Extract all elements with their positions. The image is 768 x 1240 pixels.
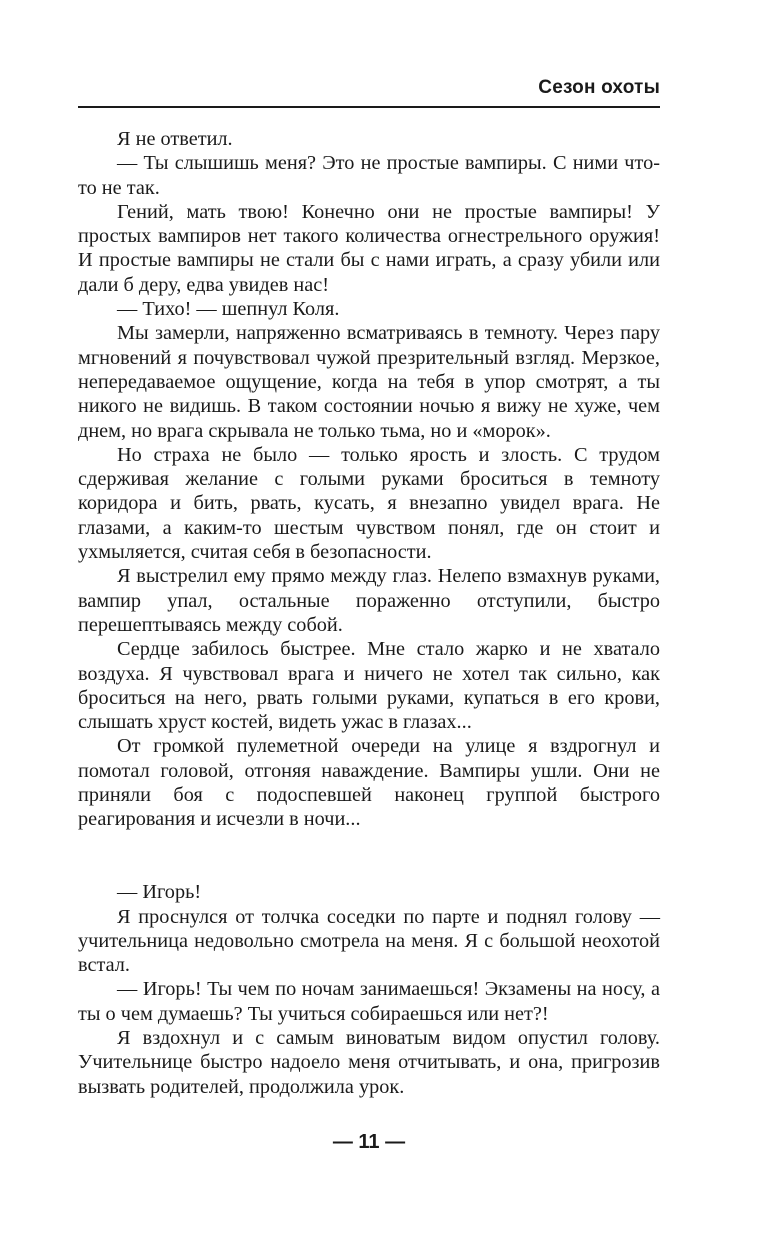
running-title: Сезон охоты	[538, 77, 660, 98]
page-number: — 11 —	[332, 1131, 406, 1153]
paragraph: Сердце забилось быстрее. Мне стало жарко и не хватало воздуха. Я чувствовал врага и ничего не хотел так сильно, как броситься на него, рвать голыми руками, купаться в его крови, слышать хруст костей, видеть ужас в глазах...	[78, 638, 660, 734]
header-rule	[78, 106, 660, 108]
paragraph: — Игорь! Ты чем по ночам занимаешься! Экзамены на носу, а ты о чем думаешь? Ты учиться собираешься или нет?!	[78, 978, 660, 1025]
body-text	[78, 127, 660, 1099]
paragraph: — Ты слышишь меня? Это не простые вампиры. С ними что-то не так.	[78, 152, 660, 199]
paragraph: Мы замерли, напряженно всматриваясь в темноту. Через пару мгновений я почувствовал чужой презрительный взгляд. Мерзкое, непередаваемое ощущение, когда на тебя в упор смотрят, а ты никого не видишь. В таком состоянии ночью я вижу не хуже, чем днем, но врага скрывала не только тьма, но и «морок».	[78, 322, 660, 442]
paragraph: Но страха не было — только ярость и злость. С трудом сдерживая желание с голыми руками броситься в темноту коридора и бить, рвать, кусать, я внезапно увидел врага. Не глазами, а каким-то шестым чувством понял, где он стоит и ухмыляется, считая себя в безопасности.	[78, 443, 660, 564]
paragraph: — Тихо! — шепнул Коля.	[117, 298, 340, 321]
paragraph: — Игорь!	[117, 881, 202, 904]
section-break	[78, 832, 660, 881]
paragraph: От громкой пулеметной очереди на улице я вздрогнул и помотал головой, отгоняя наваждение. Вампиры ушли. Они не приняли боя с подоспевшей наконец группой быстрого реагирования и исчезли в ночи...	[78, 735, 660, 831]
paragraph: Гений, мать твою! Конечно они не простые вампиры! У простых вампиров нет такого количества огнестрельного оружия! И простые вампиры не стали бы с нами играть, а сразу убили или дали б деру, едва увидев нас!	[78, 200, 660, 296]
paragraph: Я не ответил.	[117, 128, 233, 150]
paragraph: Я выстрелил ему прямо между глаз. Нелепо взмахнув руками, вампир упал, остальные пораженно отступили, быстро перешептываясь между собой.	[78, 565, 660, 636]
book-page	[78, 0, 660, 1240]
paragraph: Я проснулся от толчка соседки по парте и поднял голову — учительница недовольно смотрела на меня. Я с большой неохотой встал.	[78, 905, 660, 977]
paragraph: Я вздохнул и с самым виноватым видом опустил голову. Учительнице быстро надоело меня отчитывать, и она, пригрозив вызвать родителей, продолжила урок.	[78, 1026, 660, 1098]
